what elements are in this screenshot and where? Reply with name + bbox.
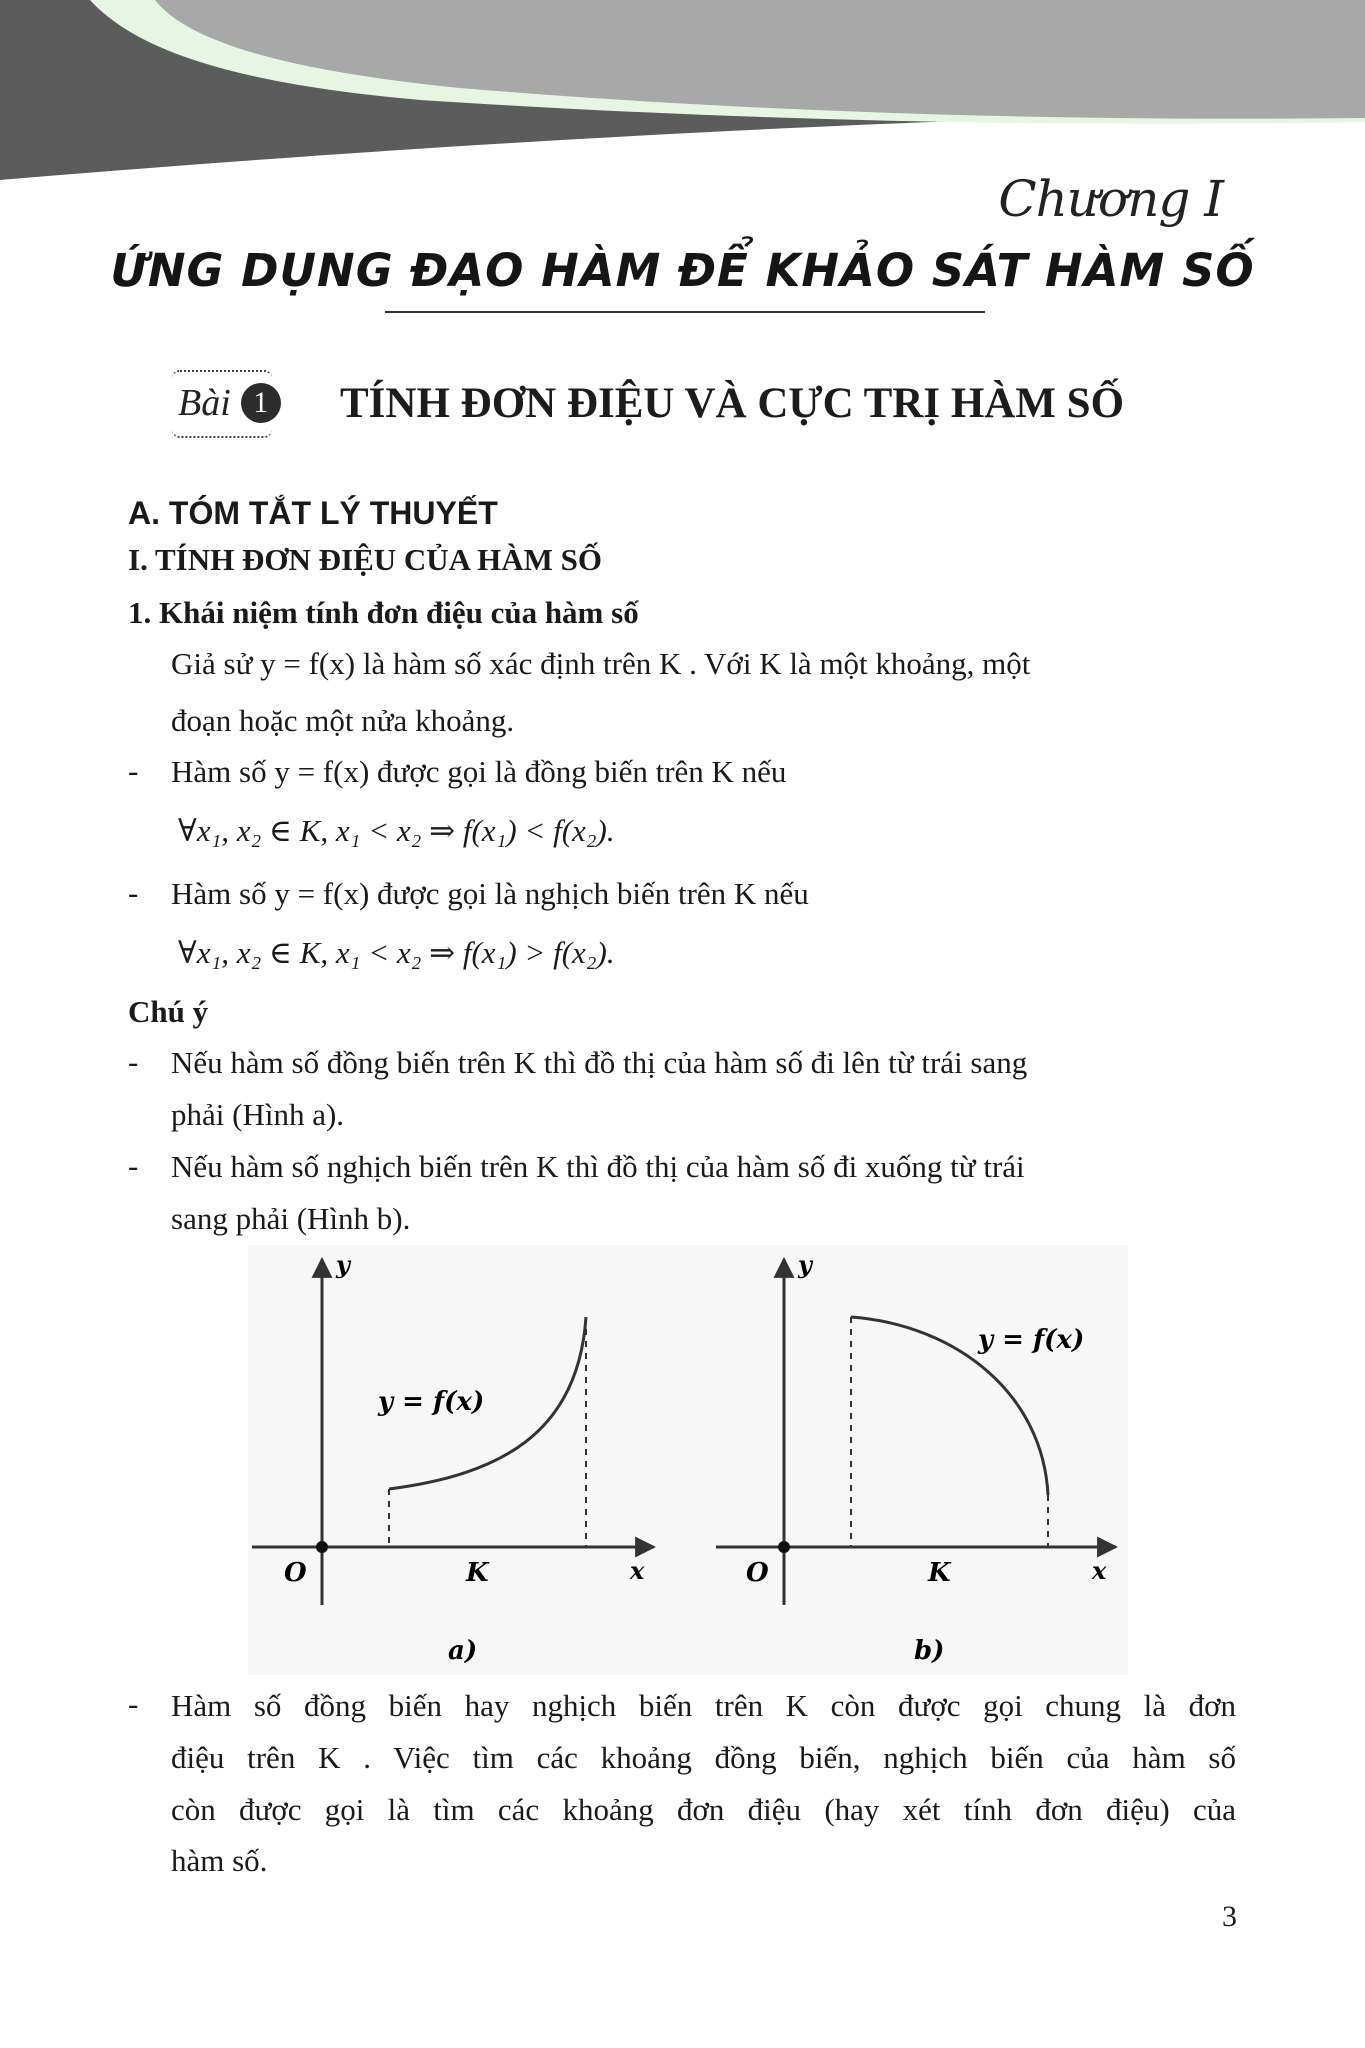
section-a-heading: A. TÓM TẮT LÝ THUYẾT: [128, 495, 498, 531]
decreasing-definition: Hàm số y = f(x) được gọi là nghịch biến trên K nếu: [171, 876, 809, 911]
note-3-line-3: còn được gọi là tìm các khoảng đơn điệu (hay xét tính đơn điệu) của: [171, 1792, 1236, 1827]
increasing-definition: Hàm số y = f(x) được gọi là đồng biến trên K nếu: [171, 754, 787, 789]
intro-line-2: đoạn hoặc một nửa khoảng.: [171, 703, 515, 738]
fig-b-interval-label: K: [928, 1558, 951, 1588]
note-heading: Chú ý: [128, 994, 209, 1029]
fig-a-origin-label: O: [284, 1558, 307, 1588]
subsection-1-heading: 1. Khái niệm tính đơn điệu của hàm số: [128, 595, 639, 630]
chapter-label: Chương I: [998, 170, 1223, 228]
fig-a-y-label: y: [336, 1250, 350, 1279]
fig-b-curve-label: y = f(x): [978, 1325, 1085, 1355]
bullet-dash: -: [128, 1044, 139, 1079]
lesson-heading: [172, 368, 1124, 438]
fig-a-x-label: x: [630, 1556, 645, 1585]
fig-a-origin-dot: [316, 1541, 328, 1553]
note-3-line-2: điệu trên K . Việc tìm các khoảng đồng biến, nghịch biến của hàm số: [171, 1740, 1236, 1775]
note-3-line-1: Hàm số đồng biến hay nghịch biến trên K còn được gọi chung là đơn: [171, 1688, 1236, 1723]
monotonic-figures: [248, 1245, 1128, 1675]
fig-b-origin-dot: [778, 1541, 790, 1553]
lesson-word: Bài: [178, 382, 231, 424]
bullet-dash: -: [128, 753, 139, 788]
note-1-line-2: phải (Hình a).: [171, 1097, 345, 1132]
lesson-badge: [172, 368, 310, 438]
chapter-title: ỨNG DỤNG ĐẠO HÀM ĐỂ KHẢO SÁT HÀM SỐ: [110, 244, 1255, 297]
note-3-line-4: hàm số.: [171, 1843, 268, 1878]
lesson-number: 1: [241, 383, 281, 423]
fig-b-x-label: x: [1092, 1556, 1107, 1585]
bullet-dash: -: [128, 875, 139, 910]
fig-b-y-label: y: [798, 1250, 812, 1279]
fig-a-interval-label: K: [466, 1558, 489, 1588]
note-2-line-1: Nếu hàm số nghịch biến trên K thì đồ thị của hàm số đi xuống từ trái: [171, 1149, 1025, 1184]
bullet-dash: -: [128, 1686, 139, 1721]
page-number: 3: [1222, 1900, 1237, 1933]
fig-b-caption: b): [914, 1636, 945, 1666]
lesson-title: TÍNH ĐƠN ĐIỆU VÀ CỰC TRỊ HÀM SỐ: [340, 379, 1125, 427]
increasing-formula: ∀x₁, x₂ ∈ K, x₁ < x₂ ⇒ f(x₁) < f(x₂).: [178, 813, 615, 848]
fig-a-curve-label: y = f(x): [378, 1387, 485, 1417]
fig-a-caption: a): [448, 1636, 478, 1666]
bullet-dash: -: [128, 1148, 139, 1183]
note-2-line-2: sang phải (Hình b).: [171, 1201, 411, 1236]
header-decoration: [0, 0, 1365, 190]
section-i-heading: I. TÍNH ĐƠN ĐIỆU CỦA HÀM SỐ: [128, 542, 602, 577]
fig-b-origin-label: O: [746, 1558, 769, 1588]
intro-line-1: Giả sử y = f(x) là hàm số xác định trên K . Với K là một khoảng, một: [171, 646, 1031, 681]
chapter-title-rule: [385, 311, 985, 313]
note-1-line-1: Nếu hàm số đồng biến trên K thì đồ thị của hàm số đi lên từ trái sang: [171, 1045, 1028, 1080]
decreasing-formula: ∀x₁, x₂ ∈ K, x₁ < x₂ ⇒ f(x₁) > f(x₂).: [178, 935, 615, 970]
